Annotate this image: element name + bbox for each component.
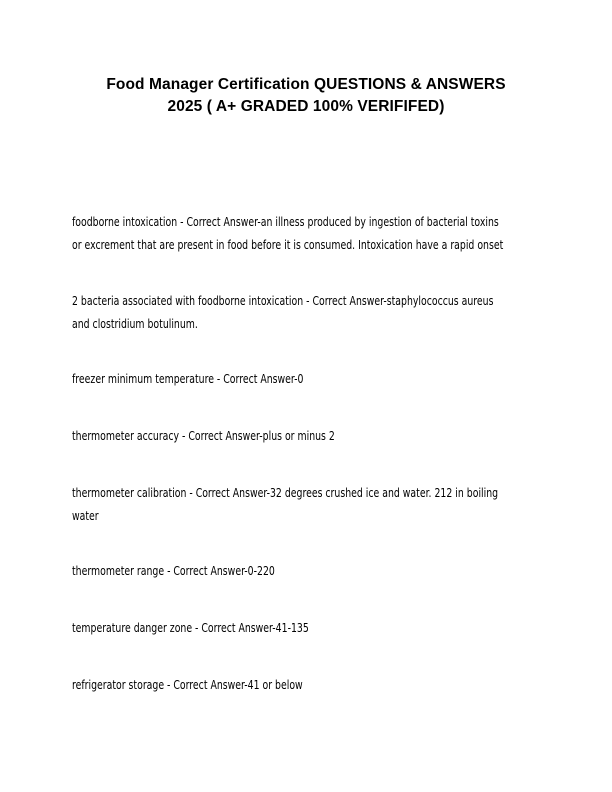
qa-entry-thermometer-calibration <box>72 482 499 528</box>
title-line-1: Food Manager Certification QUESTIONS & ANSWERS <box>106 76 506 93</box>
title-line-2: 2025 ( A+ GRADED 100% VERIFIFED) <box>167 98 445 115</box>
qa-entry-thermometer-range <box>72 560 429 583</box>
qa-entry-thermometer-accuracy <box>72 425 429 448</box>
qa-entry-line: refrigerator storage - Correct Answer-41 or below <box>72 678 303 692</box>
qa-entry-line: freezer minimum temperature - Correct Answer-0 <box>72 372 304 386</box>
qa-entry-danger-zone <box>72 617 429 640</box>
document-title <box>60 74 552 118</box>
qa-entry-freezer-minimum <box>72 368 429 391</box>
qa-entry-line: or excrement that are present in food before it is consumed. Intoxication have a rapid onset <box>72 238 504 252</box>
qa-entry-line: thermometer calibration - Correct Answer-32 degrees crushed ice and water. 212 in boiling <box>72 486 499 500</box>
qa-entry-line: thermometer accuracy - Correct Answer-plus or minus 2 <box>72 429 335 443</box>
qa-entry-line: temperature danger zone - Correct Answer-41-135 <box>72 621 309 635</box>
qa-entry-refrigerator-storage <box>72 674 429 697</box>
qa-entry-line: foodborne intoxication - Correct Answer-an illness produced by ingestion of bacterial toxins <box>72 215 499 229</box>
qa-entry-line: 2 bacteria associated with foodborne intoxication - Correct Answer-staphylococcus aureus <box>72 294 494 308</box>
qa-entry-intoxication-bacteria <box>72 290 494 336</box>
qa-entry-line: water <box>72 509 99 523</box>
qa-entry-foodborne-intoxication <box>72 211 504 257</box>
qa-entry-line: thermometer range - Correct Answer-0-220 <box>72 564 275 578</box>
qa-entry-line: and clostridium botulinum. <box>72 317 198 331</box>
